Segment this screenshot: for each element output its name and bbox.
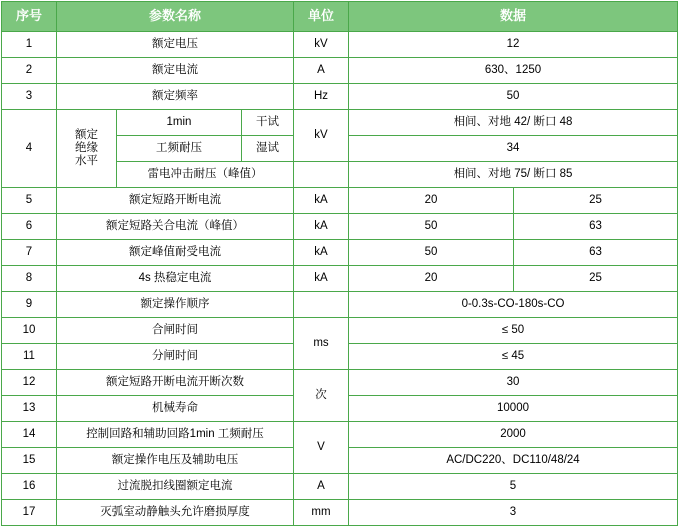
row-parameter: 机械寿命 bbox=[57, 396, 294, 422]
insulation-sub-name: 雷电冲击耐压（峰值） bbox=[117, 162, 294, 188]
row-parameter: 额定短路关合电流（峰值） bbox=[57, 214, 294, 240]
row-parameter: 分闸时间 bbox=[57, 344, 294, 370]
row-index: 5 bbox=[2, 188, 57, 214]
table-row bbox=[2, 32, 678, 58]
row-data: 相间、对地 42/ 断口 48 bbox=[349, 110, 678, 136]
row-unit: A bbox=[294, 474, 349, 500]
insulation-sub-name: 1min bbox=[117, 110, 242, 136]
row-unit bbox=[294, 162, 349, 188]
row-data-left: 50 bbox=[349, 214, 514, 240]
row-parameter: 4s 热稳定电流 bbox=[57, 266, 294, 292]
row-index: 13 bbox=[2, 396, 57, 422]
table-row bbox=[2, 240, 678, 266]
row-unit: kV bbox=[294, 110, 349, 162]
table-row bbox=[2, 188, 678, 214]
row-unit: ms bbox=[294, 318, 349, 370]
row-data-left: 20 bbox=[349, 266, 514, 292]
row-index: 3 bbox=[2, 84, 57, 110]
row-unit: kA bbox=[294, 240, 349, 266]
insulation-sub-name: 工频耐压 bbox=[117, 136, 242, 162]
insulation-sub-extra-dry: 干试 bbox=[242, 110, 294, 136]
row-unit: A bbox=[294, 58, 349, 84]
row-parameter: 额定频率 bbox=[57, 84, 294, 110]
specifications-table bbox=[1, 1, 678, 526]
row-parameter: 灭弧室动静触头允许磨损厚度 bbox=[57, 500, 294, 526]
row-data: 3 bbox=[349, 500, 678, 526]
row-data: 50 bbox=[349, 84, 678, 110]
header-cell-unit: 单位 bbox=[294, 2, 349, 32]
row-index: 17 bbox=[2, 500, 57, 526]
row-data: 30 bbox=[349, 370, 678, 396]
row-parameter: 额定操作顺序 bbox=[57, 292, 294, 318]
row-unit: kV bbox=[294, 32, 349, 58]
table-row bbox=[2, 214, 678, 240]
row-index: 15 bbox=[2, 448, 57, 474]
row-unit: V bbox=[294, 422, 349, 474]
row-parameter: 过流脱扣线圈额定电流 bbox=[57, 474, 294, 500]
row-data-right: 63 bbox=[514, 214, 678, 240]
row-parameter: 额定短路开断电流开断次数 bbox=[57, 370, 294, 396]
row-parameter: 额定峰值耐受电流 bbox=[57, 240, 294, 266]
row-data-right: 63 bbox=[514, 240, 678, 266]
row-index: 4 bbox=[2, 110, 57, 188]
table-row bbox=[2, 58, 678, 84]
table-row bbox=[2, 292, 678, 318]
row-data-right: 25 bbox=[514, 266, 678, 292]
table-row bbox=[2, 370, 678, 396]
row-index: 8 bbox=[2, 266, 57, 292]
row-parameter: 额定电压 bbox=[57, 32, 294, 58]
row-unit: 次 bbox=[294, 370, 349, 422]
table-row bbox=[2, 422, 678, 448]
insulation-sub-extra-wet: 湿试 bbox=[242, 136, 294, 162]
table-row-insulation-1 bbox=[2, 110, 678, 136]
row-data: ≤ 45 bbox=[349, 344, 678, 370]
row-index: 2 bbox=[2, 58, 57, 84]
header-cell-data: 数据 bbox=[349, 2, 678, 32]
table-row bbox=[2, 500, 678, 526]
row-data: 2000 bbox=[349, 422, 678, 448]
table-row bbox=[2, 474, 678, 500]
row-data: 相间、对地 75/ 断口 85 bbox=[349, 162, 678, 188]
row-data: AC/DC220、DC110/48/24 bbox=[349, 448, 678, 474]
row-unit: mm bbox=[294, 500, 349, 526]
row-parameter: 额定电流 bbox=[57, 58, 294, 84]
row-data: 34 bbox=[349, 136, 678, 162]
row-unit: kA bbox=[294, 266, 349, 292]
row-parameter: 控制回路和辅助回路1min 工频耐压 bbox=[57, 422, 294, 448]
row-data: 0-0.3s-CO-180s-CO bbox=[349, 292, 678, 318]
row-index: 16 bbox=[2, 474, 57, 500]
insulation-label-line1: 额定 bbox=[75, 128, 98, 141]
insulation-label-line2: 绝缘 bbox=[75, 141, 98, 154]
row-parameter: 额定短路开断电流 bbox=[57, 188, 294, 214]
row-data: 5 bbox=[349, 474, 678, 500]
row-data: 12 bbox=[349, 32, 678, 58]
row-data: 630、1250 bbox=[349, 58, 678, 84]
row-index: 7 bbox=[2, 240, 57, 266]
insulation-level-label bbox=[57, 110, 117, 188]
row-unit: kA bbox=[294, 188, 349, 214]
row-parameter: 合闸时间 bbox=[57, 318, 294, 344]
header-cell-parameter: 参数名称 bbox=[57, 2, 294, 32]
row-index: 12 bbox=[2, 370, 57, 396]
table-row bbox=[2, 84, 678, 110]
table-row bbox=[2, 266, 678, 292]
header-cell-index: 序号 bbox=[2, 2, 57, 32]
row-data-left: 20 bbox=[349, 188, 514, 214]
row-index: 10 bbox=[2, 318, 57, 344]
row-index: 11 bbox=[2, 344, 57, 370]
row-data: 10000 bbox=[349, 396, 678, 422]
row-parameter: 额定操作电压及辅助电压 bbox=[57, 448, 294, 474]
row-index: 9 bbox=[2, 292, 57, 318]
table-header-row bbox=[2, 2, 678, 32]
row-unit bbox=[294, 292, 349, 318]
row-data-left: 50 bbox=[349, 240, 514, 266]
insulation-label-line3: 水平 bbox=[75, 155, 98, 168]
row-unit: kA bbox=[294, 214, 349, 240]
row-data-right: 25 bbox=[514, 188, 678, 214]
table-row bbox=[2, 318, 678, 344]
row-index: 6 bbox=[2, 214, 57, 240]
row-data: ≤ 50 bbox=[349, 318, 678, 344]
row-unit: Hz bbox=[294, 84, 349, 110]
spec-table-document bbox=[0, 1, 678, 518]
row-index: 1 bbox=[2, 32, 57, 58]
row-index: 14 bbox=[2, 422, 57, 448]
